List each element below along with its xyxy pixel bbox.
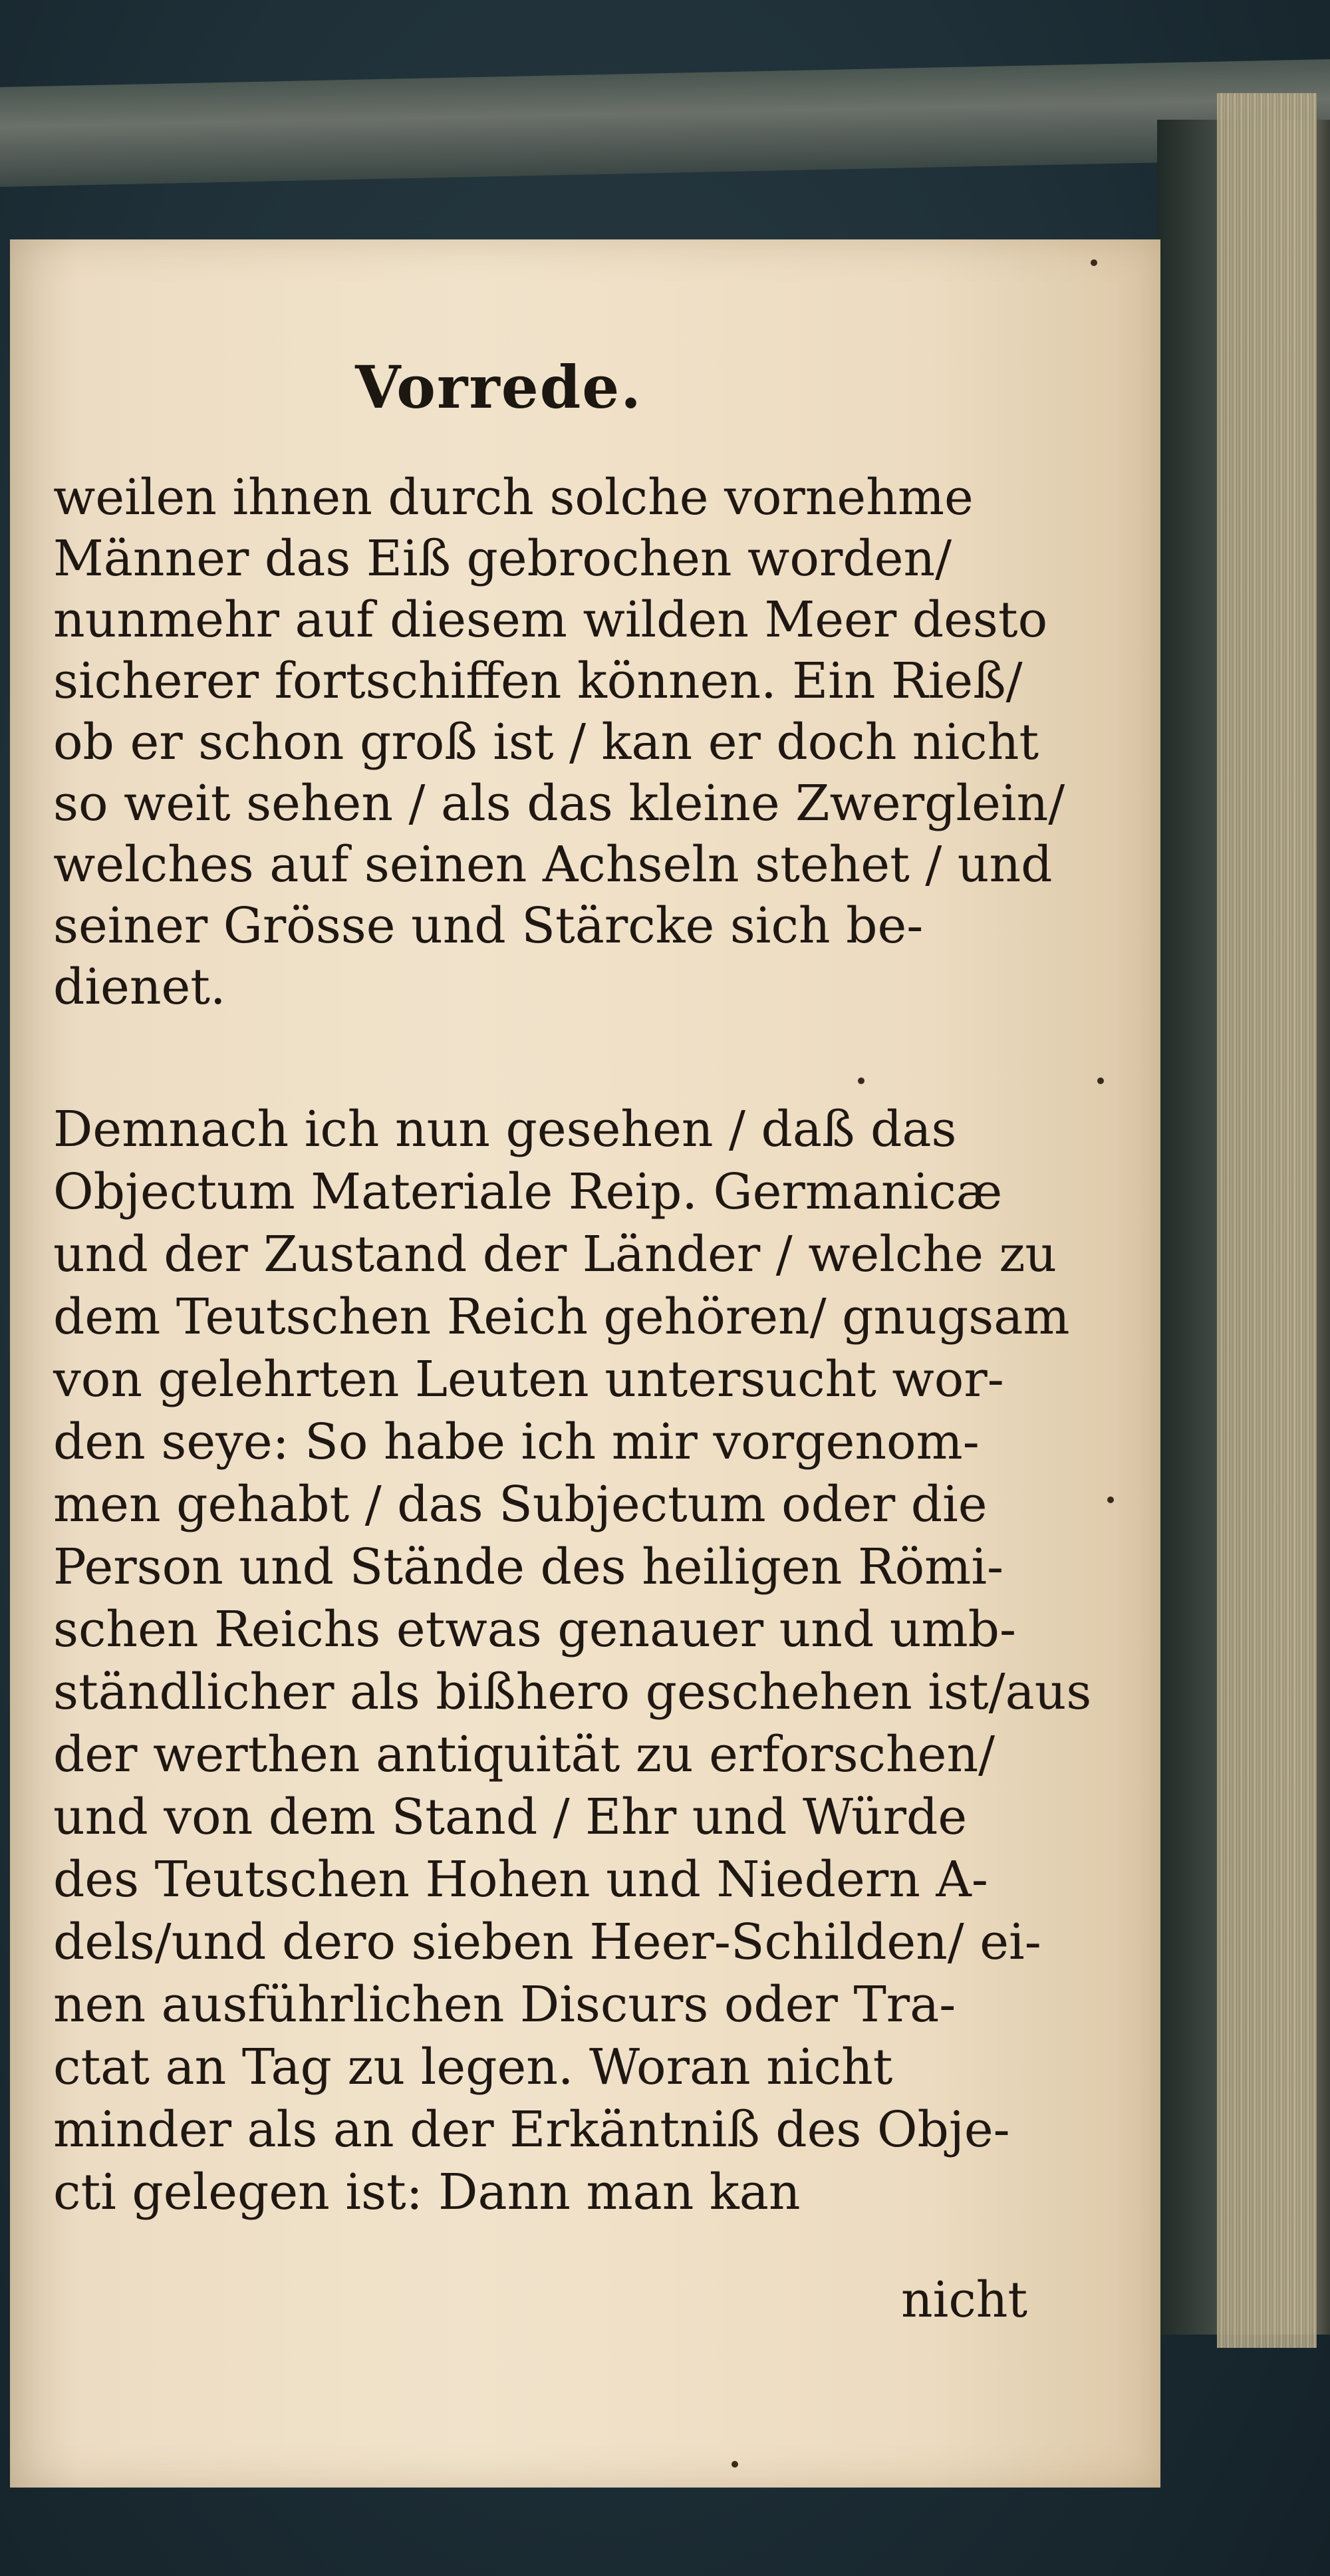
page-speck (1097, 1077, 1104, 1084)
catchword: nicht (901, 2271, 1028, 2329)
text-line: minder als an der Erkäntniß des Obje- (53, 2101, 1010, 2158)
text-line: nunmehr auf diesem wilden Meer desto (53, 591, 1048, 648)
text-line: cti gelegen ist: Dann man kan (53, 2164, 801, 2221)
text-line: der werthen antiquität zu erforschen/ (53, 1726, 996, 1783)
text-line: Männer das Eiß gebrochen worden/ (53, 530, 952, 587)
page-speck (1091, 259, 1097, 266)
text-line: Demnach ich nun gesehen / daß das (53, 1101, 957, 1158)
page-speck (1107, 1497, 1114, 1503)
text-line: welches auf seinen Achseln stehet / und (53, 836, 1053, 893)
text-line: Objectum Materiale Reip. Germanicæ (53, 1163, 1003, 1220)
text-line: und von dem Stand / Ehr und Würde (53, 1789, 968, 1846)
text-line: dels/und dero sieben Heer-Schilden/ ei- (53, 1914, 1041, 1971)
text-line: men gehabt / das Subjectum oder die (53, 1476, 988, 1533)
text-line: sicherer fortschiffen können. Ein Rieß/ (53, 652, 1023, 710)
text-line: dem Teutschen Reich gehören/ gnugsam (53, 1288, 1070, 1346)
text-line: weilen ihnen durch solche vornehme (53, 469, 974, 526)
text-line: nen ausführlichen Discurs oder Tra- (53, 1976, 956, 2033)
running-head: Vorrede. (355, 353, 642, 422)
text-line: so weit sehen / als das kleine Zwerglein/ (53, 775, 1065, 832)
text-line: von gelehrten Leuten untersucht wor- (53, 1351, 1004, 1408)
text-line: ob er schon groß ist / kan er doch nicht (53, 714, 1039, 771)
page-speck (858, 1077, 864, 1084)
text-line: dienet. (53, 958, 226, 1016)
text-line: seiner Grösse und Stärcke sich be- (53, 897, 924, 954)
text-line: des Teutschen Hohen und Niedern A- (53, 1851, 988, 1908)
page-speck (732, 2461, 738, 2468)
text-line: schen Reichs etwas genauer und umb- (53, 1601, 1017, 1658)
text-line: ctat an Tag zu legen. Woran nicht (53, 2039, 893, 2096)
page-stack (1217, 93, 1317, 2348)
text-line: Person und Stände des heiligen Römi- (53, 1538, 1004, 1596)
text-line: und der Zustand der Länder / welche zu (53, 1226, 1057, 1283)
text-line: ständlicher als bißhero geschehen ist/aus (53, 1663, 1092, 1721)
text-line: den seye: So habe ich mir vorgenom- (53, 1413, 980, 1471)
